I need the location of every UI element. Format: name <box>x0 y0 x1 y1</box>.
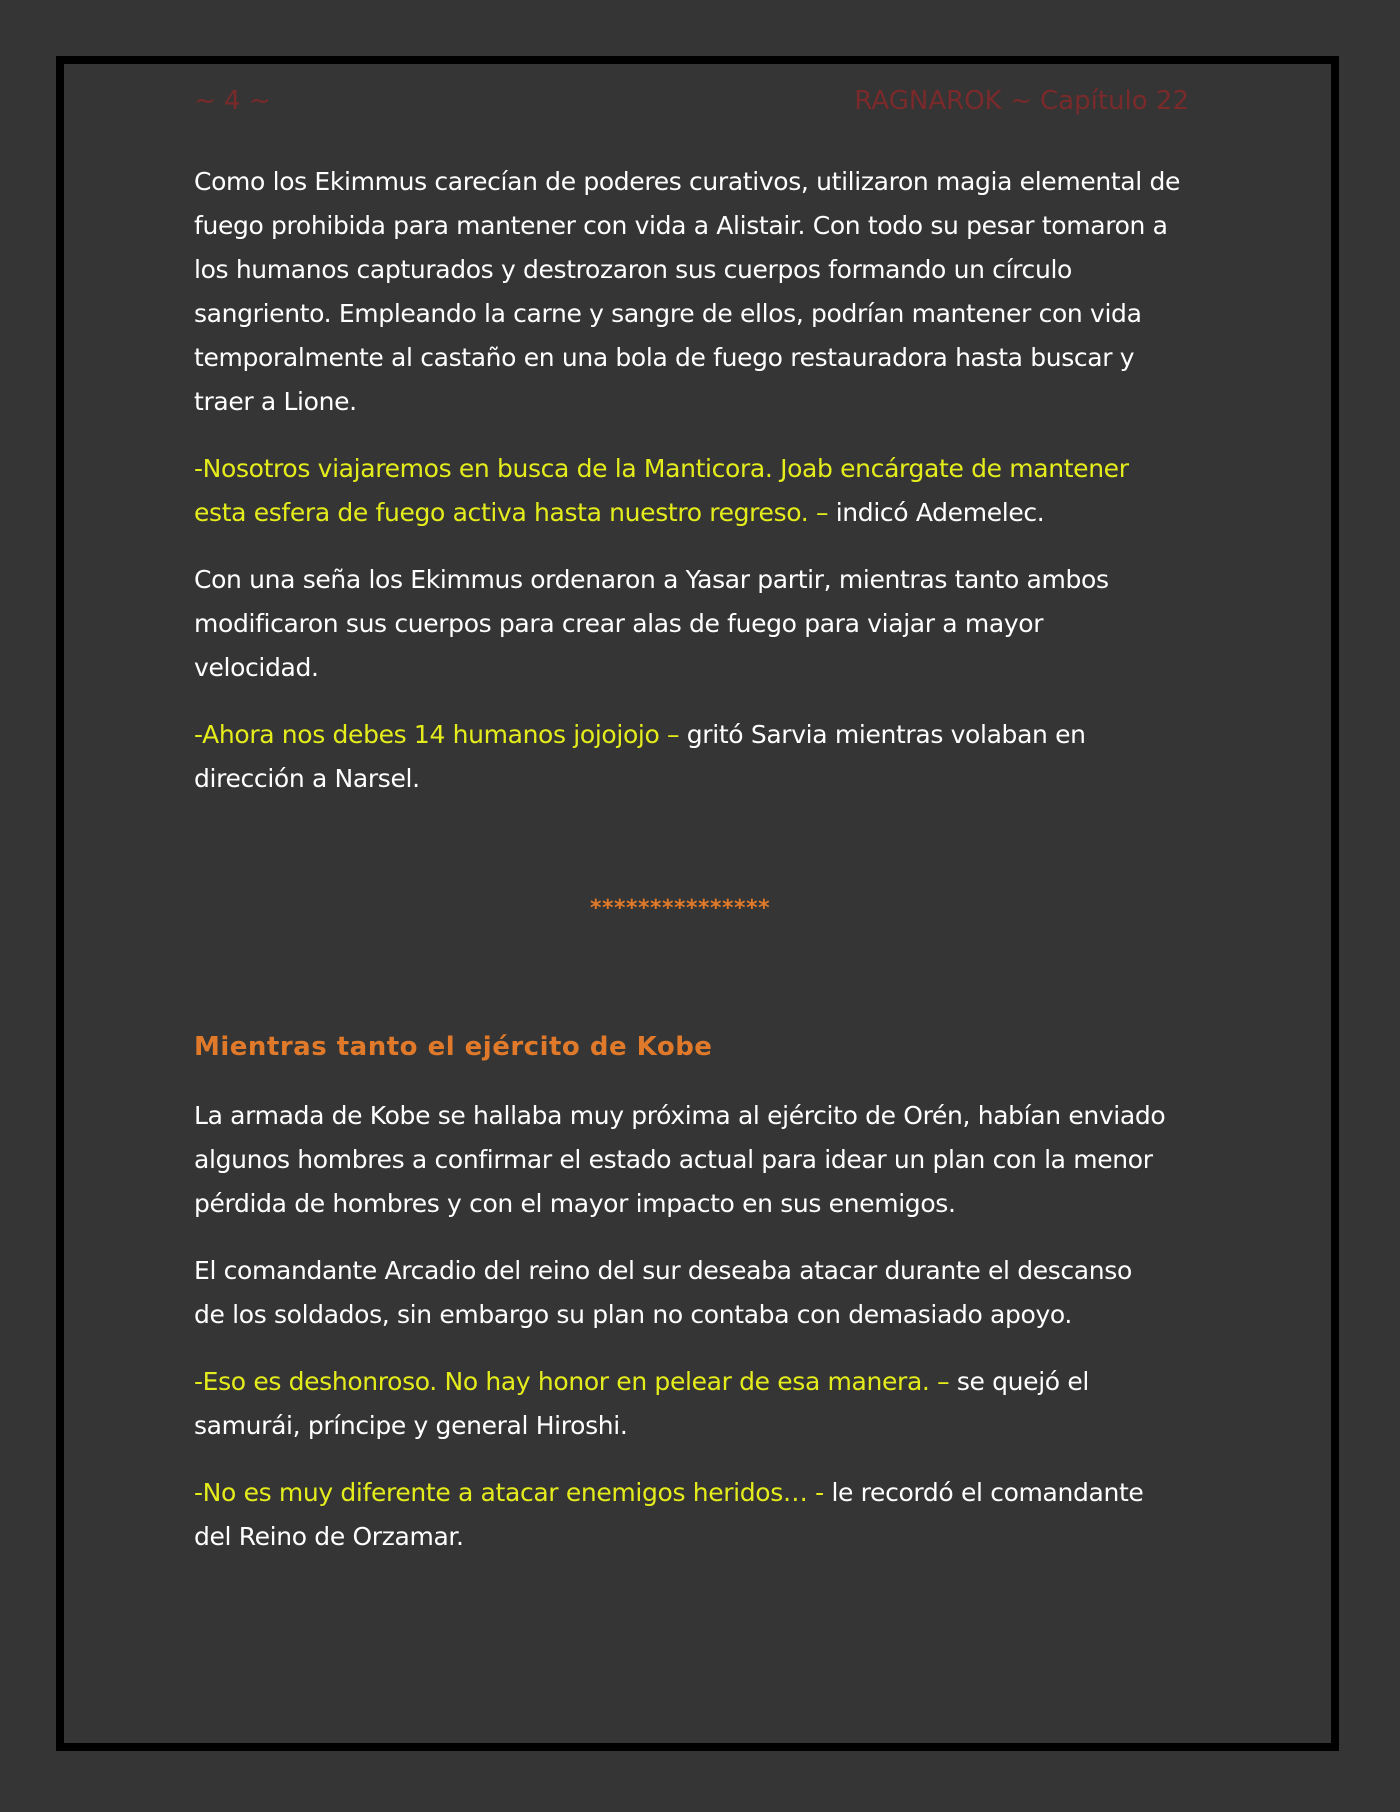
text-line <box>194 447 1204 491</box>
dialogue-text: -No es muy diferente a atacar enemigos heridos… - <box>194 1478 824 1507</box>
narration-text: indicó Ademelec. <box>828 498 1045 527</box>
section-separator: *************** <box>590 896 771 921</box>
text-line: El comandante Arcadio del reino del sur deseaba atacar durante el descanso <box>194 1256 1132 1285</box>
dialogue-text: -Eso es deshonroso. No hay honor en pelear de esa manera. – <box>194 1367 950 1396</box>
text-line: temporalmente al castaño en una bola de fuego restauradora hasta buscar y <box>194 343 1135 372</box>
text-line <box>194 1471 1204 1515</box>
chapter-title: RAGNAROK ~ Capítulo 22 <box>854 86 1189 116</box>
text-line: dirección a Narsel. <box>194 764 420 793</box>
narration-text: gritó Sarvia mientras volaban en <box>679 720 1086 749</box>
text-line: modificaron sus cuerpos para crear alas de fuego para viajar a mayor <box>194 609 1044 638</box>
paragraph-1 <box>194 160 1204 424</box>
text-line <box>194 713 1204 757</box>
text-line: samurái, príncipe y general Hiroshi. <box>194 1411 628 1440</box>
paragraph-arcadio <box>194 1249 1204 1337</box>
text-line: los humanos capturados y destrozaron sus cuerpos formando un círculo <box>194 255 1072 284</box>
text-line <box>194 491 1204 535</box>
text-line: de los soldados, sin embargo su plan no contaba con demasiado apoyo. <box>194 1300 1072 1329</box>
paragraph-kobe <box>194 1094 1204 1226</box>
text-line: pérdida de hombres y con el mayor impacto en sus enemigos. <box>194 1189 956 1218</box>
dialogue-paragraph-ademelec <box>194 447 1204 535</box>
narration-text: se quejó el <box>949 1367 1089 1396</box>
text-line: del Reino de Orzamar. <box>194 1522 464 1551</box>
text-line: traer a Lione. <box>194 387 357 416</box>
dialogue-text: -Nosotros viajaremos en busca de la Manticora. Joab encárgate de mantener <box>194 454 1129 483</box>
page-number: ~ 4 ~ <box>194 86 271 116</box>
page-content <box>194 160 1204 1551</box>
dialogue-text: -Ahora nos debes 14 humanos jojojojo – <box>194 720 680 749</box>
section-body <box>194 1094 1204 1582</box>
narration-text: le recordó el comandante <box>823 1478 1144 1507</box>
dialogue-paragraph-orzamar <box>194 1471 1204 1559</box>
text-line: La armada de Kobe se hallaba muy próxima al ejército de Orén, habían enviado <box>194 1101 1166 1130</box>
paragraph-3 <box>194 558 1204 690</box>
text-line: fuego prohibida para mantener con vida a Alistair. Con todo su pesar tomaron a <box>194 211 1168 240</box>
text-line: algunos hombres a confirmar el estado actual para idear un plan con la menor <box>194 1145 1153 1174</box>
dialogue-paragraph-hiroshi <box>194 1360 1204 1448</box>
text-line: Con una seña los Ekimmus ordenaron a Yasar partir, mientras tanto ambos <box>194 565 1109 594</box>
dialogue-text: esta esfera de fuego activa hasta nuestro regreso. – <box>194 498 829 527</box>
text-line: velocidad. <box>194 653 319 682</box>
section-heading: Mientras tanto el ejército de Kobe <box>194 1032 713 1062</box>
text-line: sangriento. Empleando la carne y sangre de ellos, podrían mantener con vida <box>194 299 1142 328</box>
text-line <box>194 1360 1204 1404</box>
text-line: Como los Ekimmus carecían de poderes curativos, utilizaron magia elemental de <box>194 167 1181 196</box>
dialogue-paragraph-sarvia <box>194 713 1204 801</box>
